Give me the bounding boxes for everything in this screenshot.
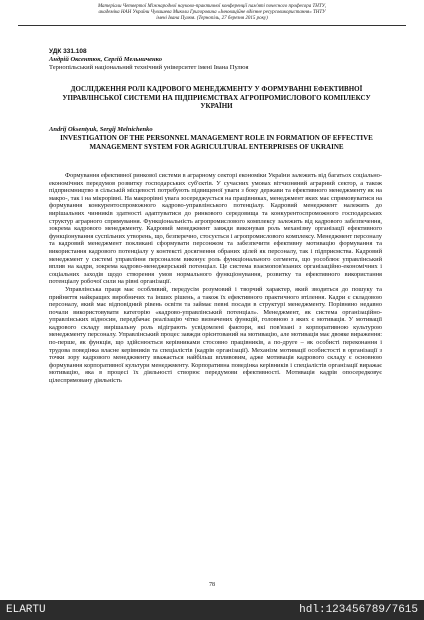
running-header (18, 4, 406, 26)
paragraph: Формування ефективної ринкової системи в аграрному секторі економіки України залежить від багатьох соціально-економічних передумов розвитку господарських суб'єктів. У сучасних умовах вітчизняний аграрний сектор, а також підприємництво в сільській місцевості потребують підвищеної уваги з боку держави та ефективного менеджменту як на макро-, так і на мікрорівні. На макрорівні увага зосереджується на працівниках, менеджмент яких має спрямовуватися на формування конкурентоспроможного кадрово-управлінського потенціалу. Кадровий менеджмент належить до вирішальних чинників здатності адаптуватися до ринкового середовища та конкурентоспроможного господарських структур аграрного спрямування. Функціональність агропромислового комплексу залежить від кадрового забезпечення, зокрема кадрового менеджменту. Кадровий менеджмент завжди виконував роль механізму організації ефективного функціонування суспільних утворень, що, безперечно, стосується і агропромислового комплексу. Менеджмент персоналу та кадровий менеджмент покликані сформувати персонжом та забезпечити ефективну мотивацію формування та використання кадрового потенціалу у контексті досягнення обраних цілей як персоналу, так і підприємства. Кадровий менеджмент у системі управління персоналом виконує роль функціонального сегмента, що уособлює управлінський вплив на кадри, зокрема кадрово-менеджерський потенціал. Це система взаємопов'язаних організаційно-економічних і соціальних заходів щодо створення умов нормального функціонування, розвитку та ефективного використання потенціалу робочої сили на рівні організації. (49, 172, 382, 286)
title-ua: ДОСЛІДЖЕННЯ РОЛІ КАДРОВОГО МЕНЕДЖМЕНТУ У ФОРМУВАННІ ЕФЕКТИВНОЇ УПРАВЛІНСЬКОЇ СИСТЕМИ НА ПІДПРИЄМСТВАХ АГРОПРОМИСЛОВОГО КОМПЛЕКСУ УКРАЇНИ (62, 85, 371, 110)
title-en: INVESTIGATION OF THE PERSONNEL MANAGEMENT ROLE IN FORMATION OF EFFECTIVE MANAGEMENT SYSTEM FOR AGRICULTURAL ENTERPRISES OF UKRAINE (60, 134, 373, 151)
header-line: академіка НАН України Чувашева Миколи Григоровича «Інноваційне вдієнне ресурсовикористання» ТНТУ (98, 10, 326, 15)
footer-handle-link[interactable]: hdl:123456789/7615 (299, 604, 418, 616)
udk-code: УДК 331.108 (49, 48, 87, 55)
header-line: Матеріали Четвертої Міжнародної науково-практичної конференції пам'яті почесного професора ТНТУ, (97, 4, 327, 9)
affiliation: Тернопільський національний технічний університет імені Івана Пулюя (49, 64, 249, 71)
page-number: 78 (209, 582, 215, 588)
viewer-footer (0, 600, 424, 620)
authors-ua: Андрій Оксентюк, Сергій Мельниченко (49, 56, 162, 63)
footer-repository-label: ELARTU (6, 604, 46, 616)
paragraph: Управлінська праця має особливий, передусім розумовий і творчий характер, який зводиться до пошуку та прийняття найкращих виробничих та інших рішень, а також їх ефективного практичного втілення. Кадри є складовою персоналу, який має відповідний рівень освіти та займає певні посади в структурі менеджменту. Порівняно недавно почали використовувати категорію «кадрово-управлінський потенціал». Менеджмент, як система організаційно-управлінських відносин, передбачає реалізацію чітко визначених функцій, головною з яких є мотивація. У мотивації кадрового складу вирішальну роль відіграють усвідомлені фактори, які пов'язані з корпоративною культурою менеджменту персоналу. Управлінський процес завжди орієнтований на мотивацію, але мотивація має двояке вираження: по-перше, як функція, що здійснюється керівниками стосовно працівників, а по-друге – як особисті переконання і трудова поведінка власне керівників та спеціалістів (кадрів організації). Механізм мотивації особистості в організації з точки зору кадрового менеджменту вважається найбільш впливовим, адже мотивація кадрового складу є основною формування корпоративної культури менеджменту. Корпоративна поведінка керівників і спеціалістів організації виражає мотивацію, яка в процесі їх діяльності створює передумови ефективності. Мотивація кадрів опосередковує цілеспрямовану діяльність (49, 285, 382, 385)
header-line: імені Івана Пулюя. (Тернопіль, 27 березня 2015 року) (156, 16, 268, 21)
body-text (49, 172, 382, 385)
authors-en: Andrij Oksentyuk, Sergij Melnichenko (49, 126, 153, 133)
